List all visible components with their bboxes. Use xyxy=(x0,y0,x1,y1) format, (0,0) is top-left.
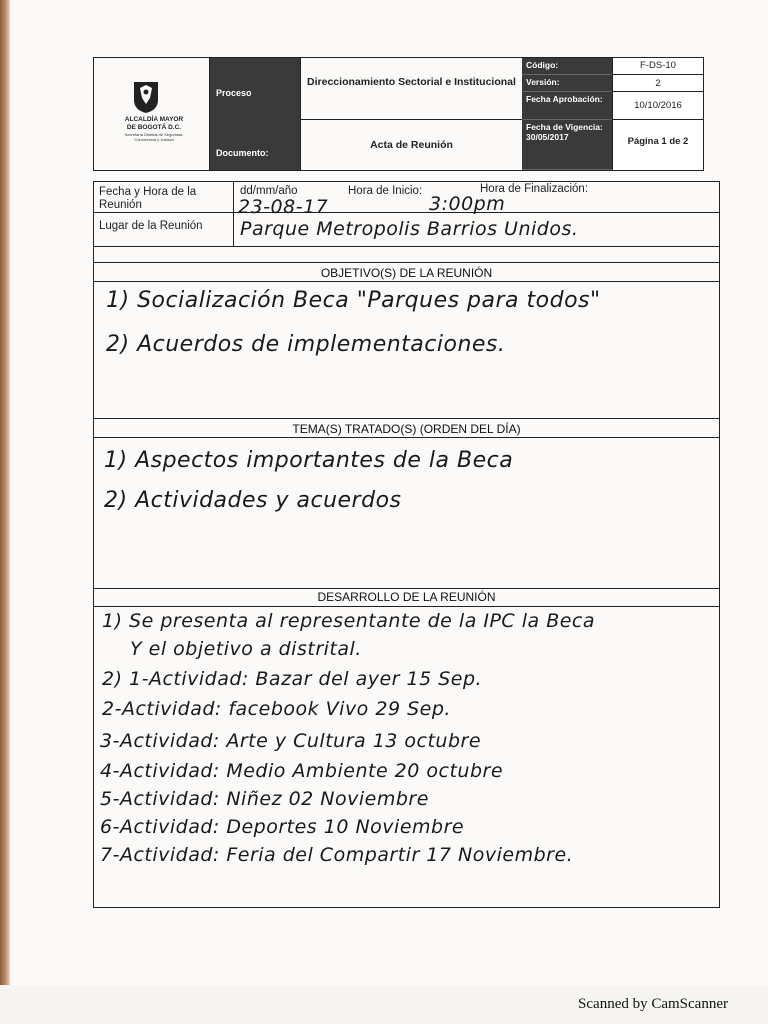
document-header xyxy=(93,57,704,171)
development-item: 2-Actividad: facebook Vivo 29 Sep. xyxy=(102,698,451,720)
place-value: Parque Metropolis Barrios Unidos. xyxy=(240,218,579,240)
row-divider xyxy=(94,262,719,263)
start-time-value: 3:00pm xyxy=(429,193,506,215)
binder-edge xyxy=(0,0,10,985)
version-value: 2 xyxy=(612,75,703,92)
row-divider xyxy=(94,281,719,282)
page-number: Página 1 de 2 xyxy=(612,120,703,170)
start-time-label: Hora de Inicio: xyxy=(348,185,423,197)
row-divider xyxy=(94,418,719,419)
approval-label: Fecha Aprobación: xyxy=(522,92,612,120)
row-divider xyxy=(94,606,719,607)
topic-item: 1) Aspectos importantes de la Beca xyxy=(104,448,514,473)
development-item: 1) Se presenta al representante de la IPC la Beca xyxy=(102,610,596,632)
logo-subtitle-line2: Convivencia y Justicia xyxy=(134,137,174,142)
development-item: 4-Actividad: Medio Ambiente 20 octubre xyxy=(100,760,504,782)
document-label: Documento: xyxy=(210,120,300,170)
row-divider xyxy=(94,437,719,438)
coat-of-arms-icon xyxy=(132,80,160,114)
place-label: Lugar de la Reunión xyxy=(99,220,203,232)
process-value: Direccionamiento Sectorial e Institucional xyxy=(300,58,522,120)
meeting-form xyxy=(93,181,720,908)
development-item: 2) 1-Actividad: Bazar del ayer 15 Sep. xyxy=(102,668,483,690)
development-item: 6-Actividad: Deportes 10 Noviembre xyxy=(100,816,465,838)
development-title: DESARROLLO DE LA REUNIÓN xyxy=(317,590,496,604)
document-value: Acta de Reunión xyxy=(300,120,522,170)
objective-item: 2) Acuerdos de implementaciones. xyxy=(106,332,506,357)
code-value: F-DS-10 xyxy=(612,58,703,75)
logo-cell xyxy=(94,58,210,170)
approval-value: 10/10/2016 xyxy=(612,92,703,120)
row-divider xyxy=(94,246,719,247)
date-label: Fecha y Hora de la Reunión xyxy=(99,186,197,211)
development-item: 3-Actividad: Arte y Cultura 13 octubre xyxy=(100,730,482,752)
process-label: Proceso xyxy=(210,58,300,120)
validity-label: Fecha de Vigencia: 30/05/2017 xyxy=(522,120,612,170)
date-hint: dd/mm/año xyxy=(240,185,298,197)
version-label: Versión: xyxy=(522,75,612,92)
logo-title-line1: ALCALDÍA MAYOR xyxy=(124,116,184,123)
code-label: Código: xyxy=(522,58,612,75)
logo-title-line2: DE BOGOTÁ D.C. xyxy=(126,124,182,131)
row-divider xyxy=(94,588,719,589)
development-item: 5-Actividad: Niñez 02 Noviembre xyxy=(100,788,429,810)
logo-subtitle-line1: Secretaría Distrital de Seguridad, xyxy=(124,132,184,137)
topics-title: TEMA(S) TRATADO(S) (ORDEN DEL DÍA) xyxy=(292,422,521,436)
logo-title xyxy=(104,116,204,132)
objectives-title: OBJETIVO(S) DE LA REUNIÓN xyxy=(320,266,493,280)
objective-item: 1) Socialización Beca "Parques para todos" xyxy=(106,288,601,313)
logo-subtitle xyxy=(104,132,204,142)
topic-item: 2) Actividades y acuerdos xyxy=(104,488,402,513)
row-divider xyxy=(94,212,719,213)
end-time-label: Hora de Finalización: xyxy=(480,183,589,195)
development-item: 7-Actividad: Feria del Compartir 17 Noviembre. xyxy=(100,844,574,866)
column-divider xyxy=(233,182,234,246)
development-item: Y el objetivo a distrital. xyxy=(130,638,362,660)
scanner-watermark: Scanned by CamScanner xyxy=(578,996,728,1012)
date-value: 23-08-17 xyxy=(238,196,329,218)
